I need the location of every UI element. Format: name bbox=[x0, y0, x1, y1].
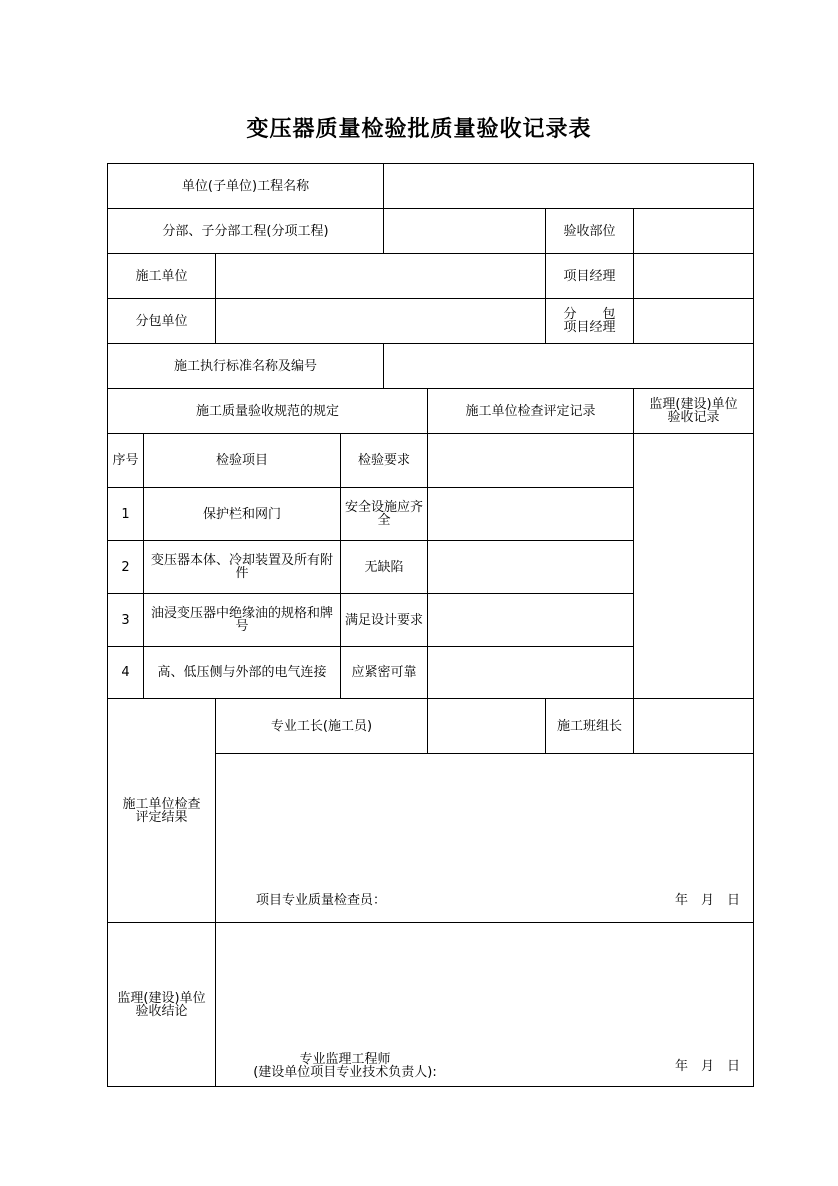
item-no: 1 bbox=[107, 487, 144, 541]
subproject-label: 分部、子分部工程(分项工程) bbox=[107, 208, 384, 254]
engineer-label bbox=[240, 1053, 450, 1079]
spec-label: 施工质量验收规范的规定 bbox=[107, 388, 428, 434]
item-record-field[interactable] bbox=[427, 593, 634, 647]
sub-pm-label-line2: 项目经理 bbox=[563, 320, 616, 335]
items-header-record bbox=[427, 433, 634, 488]
project-manager-label: 项目经理 bbox=[545, 253, 634, 299]
engineer-label-line1: 专业监理工程师 bbox=[299, 1052, 391, 1067]
team-leader-field[interactable] bbox=[633, 698, 754, 754]
result-label-line2: 评定结果 bbox=[135, 809, 188, 825]
contractor-field[interactable] bbox=[215, 253, 546, 299]
item-requirement: 应紧密可靠 bbox=[340, 646, 428, 699]
item-requirement: 满足设计要求 bbox=[340, 593, 428, 647]
result-date: 年 月 日 bbox=[675, 893, 741, 908]
items-header-requirement: 检验要求 bbox=[340, 433, 428, 488]
contractor-label: 施工单位 bbox=[107, 253, 216, 299]
foreman-field[interactable] bbox=[427, 698, 546, 754]
acceptance-part-field[interactable] bbox=[633, 208, 754, 254]
item-no: 2 bbox=[107, 540, 144, 594]
item-no: 4 bbox=[107, 646, 144, 699]
sub-pm-label-line1: 分 包 bbox=[563, 307, 616, 322]
sub-pm-field[interactable] bbox=[633, 298, 754, 344]
project-name-label: 单位(子单位)工程名称 bbox=[107, 163, 384, 209]
subproject-field[interactable] bbox=[383, 208, 546, 254]
acceptance-part-label: 验收部位 bbox=[545, 208, 634, 254]
item-record-field[interactable] bbox=[427, 646, 634, 699]
standard-label: 施工执行标准名称及编号 bbox=[107, 343, 384, 389]
form-title: 变压器质量检验批质量验收记录表 bbox=[246, 116, 592, 142]
supervisor-record-field[interactable] bbox=[633, 433, 754, 699]
item-record-field[interactable] bbox=[427, 540, 634, 594]
supervisor-record-label-line1: 监理(建设)单位 bbox=[649, 397, 738, 412]
item-no: 3 bbox=[107, 593, 144, 647]
item-name: 油浸变压器中绝缘油的规格和牌号 bbox=[143, 593, 341, 647]
engineer-label-line2: (建设单位项目专业技术负责人): bbox=[253, 1065, 437, 1080]
conclusion-label-line2: 验收结论 bbox=[135, 1003, 188, 1019]
subcontractor-field[interactable] bbox=[215, 298, 546, 344]
conclusion-label-line1: 监理(建设)单位 bbox=[117, 990, 206, 1006]
item-requirement: 无缺陷 bbox=[340, 540, 428, 594]
item-name: 高、低压侧与外部的电气连接 bbox=[143, 646, 341, 699]
result-label-line1: 施工单位检查 bbox=[122, 796, 201, 812]
project-name-field[interactable] bbox=[383, 163, 754, 209]
foreman-label: 专业工长(施工员) bbox=[215, 698, 428, 754]
standard-field[interactable] bbox=[383, 343, 754, 389]
sub-pm-label bbox=[545, 298, 634, 344]
item-name: 保护栏和网门 bbox=[143, 487, 341, 541]
supervisor-record-label-line2: 验收记录 bbox=[667, 410, 720, 425]
items-header-item: 检验项目 bbox=[143, 433, 341, 488]
inspector-label: 项目专业质量检查员： bbox=[256, 893, 387, 908]
item-record-field[interactable] bbox=[427, 487, 634, 541]
supervisor-record-label bbox=[633, 388, 754, 434]
result-label bbox=[107, 698, 216, 923]
items-header-no: 序号 bbox=[107, 433, 144, 488]
subcontractor-label: 分包单位 bbox=[107, 298, 216, 344]
conclusion-label bbox=[107, 922, 216, 1087]
item-name: 变压器本体、冷却装置及所有附件 bbox=[143, 540, 341, 594]
project-manager-field[interactable] bbox=[633, 253, 754, 299]
team-leader-label: 施工班组长 bbox=[545, 698, 634, 754]
contractor-record-label: 施工单位检查评定记录 bbox=[427, 388, 634, 434]
conclusion-date: 年 月 日 bbox=[675, 1059, 741, 1074]
item-requirement: 安全设施应齐全 bbox=[340, 487, 428, 541]
